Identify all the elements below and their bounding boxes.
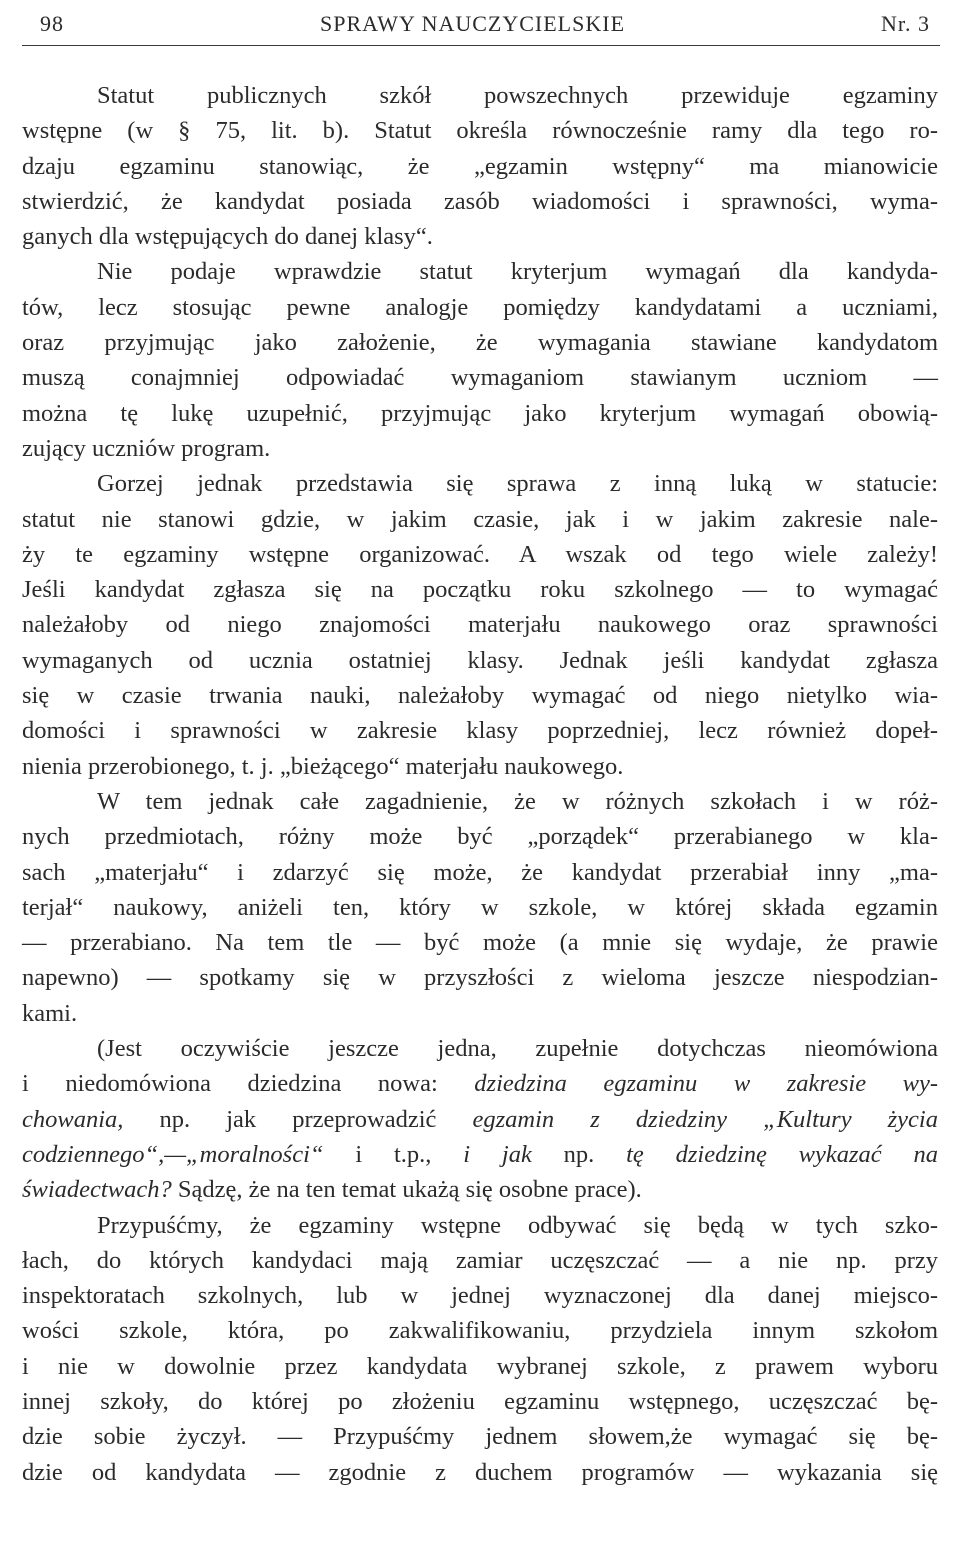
text-line: łach, do których kandydaci mają zamiar uczęszczać — a nie np. przy: [22, 1246, 938, 1274]
text-line: inspektoratach szkolnych, lub w jednej wyznaczonej dla danej miejsco-: [22, 1282, 938, 1310]
text-line: dzaju egzaminu stanowiąc, że „egzamin wstępny“ ma mianowicie: [22, 152, 938, 180]
text-line: [22, 1137, 938, 1172]
text-span: np. jak przeprowadzić: [123, 1105, 473, 1133]
italic-span: dziedzina egzaminu w zakresie wy-: [474, 1070, 938, 1098]
text-line: tów, lecz stosując pewne analogje pomiędzy kandydatami a uczniami,: [22, 293, 938, 321]
text-line: [22, 1102, 938, 1137]
text-span: i niedomówiona dziedzina nowa:: [22, 1070, 475, 1098]
text-line: Przypuśćmy, że egzaminy wstępne odbywać się będą w tych szko-: [97, 1211, 938, 1239]
text-line: Nie podaje wprawdzie statut kryterjum wymagań dla kandyda-: [97, 258, 938, 286]
italic-span: tę dziedzinę wykazać na: [626, 1140, 938, 1168]
text-span: Sądzę, że na ten temat ukażą się osobne prace).: [171, 1176, 642, 1204]
running-header: [40, 8, 930, 40]
text-line: statut nie stanowi gdzie, w jakim czasie, jak i w jakim zakresie nale-: [22, 505, 938, 533]
italic-span: i jak: [463, 1140, 532, 1168]
italic-span: codziennego“,—„moralności“: [22, 1140, 324, 1168]
text-line: i nie w dowolnie przez kandydata wybranej szkole, z prawem wyboru: [22, 1352, 938, 1380]
header-rule: [22, 45, 940, 46]
text-line: Gorzej jednak przedstawia się sprawa z inną luką w statucie:: [97, 470, 938, 498]
text-line: wstępne (w § 75, lit. b). Statut określa równocześnie ramy dla tego ro-: [22, 117, 938, 145]
text-line: [22, 1172, 938, 1207]
text-line: [22, 1066, 938, 1101]
article-body: [22, 78, 938, 1490]
text-line: nienia przerobionego, t. j. „bieżącego“ materjału naukowego.: [22, 752, 624, 780]
text-line: domości i sprawności w zakresie klasy poprzedniej, lecz również dopeł-: [22, 717, 938, 745]
text-line: można tę lukę uzupełnić, przyjmując jako kryterjum wymagań obowią-: [22, 399, 938, 427]
text-line: Statut publicznych szkół powszechnych przewiduje egzaminy: [97, 82, 938, 109]
text-line: sach „materjału“ i zdarzyć się może, że kandydat przerabiał inny „ma-: [22, 858, 938, 886]
text-line: wymaganych od ucznia ostatniej klasy. Jednak jeśli kandydat zgłasza: [22, 646, 938, 674]
text-line: innej szkoły, do której po złożeniu egzaminu wstępnego, uczęszczać bę-: [22, 1387, 938, 1415]
text-line: się w czasie trwania nauki, należałoby wymagać od niego nietylko wia-: [22, 682, 938, 710]
text-line: muszą conajmniej odpowiadać wymaganiom stawianym uczniom —: [22, 364, 938, 392]
text-span: i t.p.,: [323, 1140, 464, 1168]
page-number: 98: [40, 11, 64, 36]
text-line: W tem jednak całe zagadnienie, że w różnych szkołach i w róż-: [97, 787, 938, 815]
text-line: dzie od kandydata — zgodnie z duchem programów — wykazania się: [22, 1458, 938, 1486]
text-line: terjał“ naukowy, aniżeli ten, który w szkole, w której składa egzamin: [22, 893, 938, 921]
text-span: np.: [531, 1140, 627, 1168]
text-line: ży te egzaminy wstępne organizować. A wszak od tego wiele zależy!: [22, 540, 938, 568]
text-line: kami.: [22, 999, 78, 1027]
issue-number: Nr. 3: [880, 11, 930, 36]
text-line: ganych dla wstępujących do danej klasy“.: [22, 223, 433, 251]
italic-span: świadectwach?: [22, 1176, 172, 1204]
text-line: Jeśli kandydat zgłasza się na początku roku szkolnego — to wymagać: [22, 576, 938, 604]
text-line: zujący uczniów program.: [22, 434, 271, 462]
text-line: napewno) — spotkamy się w przyszłości z wieloma jeszcze niespodzian-: [22, 964, 938, 992]
text-line: należałoby od niego znajomości materjału naukowego oraz sprawności: [22, 611, 938, 639]
italic-span: chowania,: [22, 1105, 124, 1133]
text-line: — przerabiano. Na tem tle — być może (a mnie się wydaje, że prawie: [22, 929, 938, 957]
italic-span: egzamin z dziedziny „Kultury życia: [472, 1105, 938, 1133]
text-line: (Jest oczywiście jeszcze jedna, zupełnie dotychczas nieomówiona: [97, 1035, 938, 1063]
journal-title: SPRAWY NAUCZYCIELSKIE: [319, 11, 626, 36]
text-line: wości szkole, która, po zakwalifikowaniu, przydziela innym szkołom: [22, 1317, 938, 1345]
text-line: oraz przyjmując jako założenie, że wymagania stawiane kandydatom: [22, 329, 938, 357]
text-line: dzie sobie życzył. — Przypuśćmy jednem słowem,że wymagać się bę-: [22, 1423, 938, 1451]
text-line: nych przedmiotach, różny może być „porządek“ przerabianego w kla-: [22, 823, 938, 851]
text-line: stwierdzić, że kandydat posiada zasób wiadomości i sprawności, wyma-: [22, 187, 938, 215]
